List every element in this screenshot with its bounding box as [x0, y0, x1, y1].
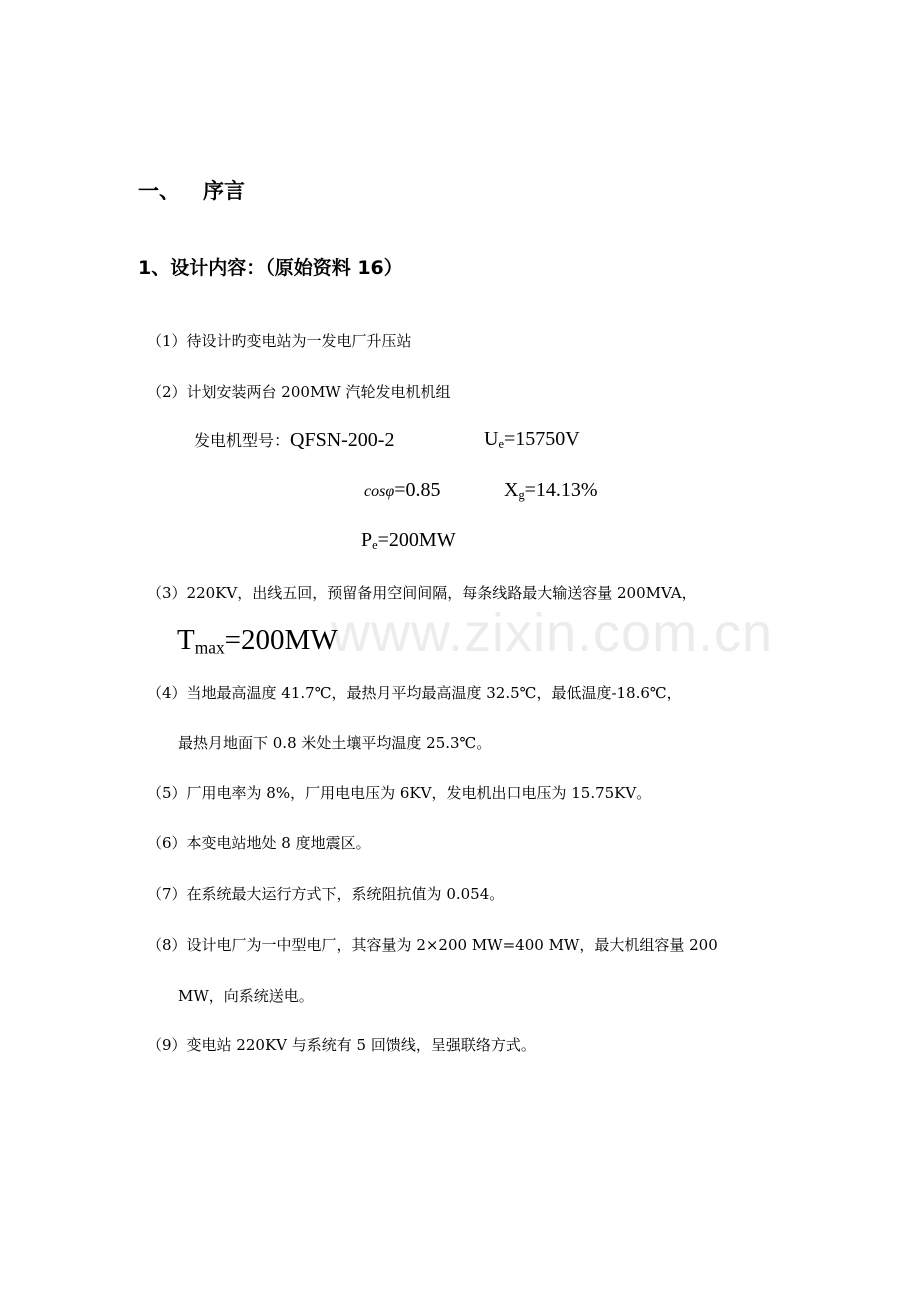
section-number: 一、	[138, 179, 180, 203]
xg-symbol: X	[504, 479, 519, 501]
power-factor	[364, 479, 440, 502]
item-3: （3）220KV，出线五回，预留备用空间间隔，每条线路最大输送容量 200MVA，	[147, 584, 697, 602]
generator-model-line	[194, 428, 394, 452]
generator-model: QFSN-200-2	[290, 429, 395, 451]
subsection-title: 1、设计内容：（原始资料 16）	[138, 257, 403, 279]
item-2: （2）计划安装两台 200MW 汽轮发电机机组	[147, 383, 451, 401]
generator-label: 发电机型号：	[194, 433, 291, 450]
cos-symbol: cosφ	[364, 483, 395, 500]
reactance	[504, 479, 598, 503]
tmax-formula	[177, 624, 338, 658]
item-1: （1）待设计旳变电站为一发电厂升压站	[147, 332, 412, 350]
pe-value: =200MW	[377, 529, 456, 551]
watermark: www.zixin.com.cn	[331, 603, 774, 663]
pe-sub: e	[372, 538, 378, 553]
item-8-continued: MW，向系统送电。	[178, 987, 314, 1005]
ue-value: =15750V	[503, 428, 580, 450]
item-4: （4）当地最高温度 41.7℃，最热月平均最高温度 32.5℃，最低温度-18.6℃，	[147, 684, 682, 702]
rated-voltage	[484, 428, 580, 452]
tmax-symbol: T	[177, 624, 195, 656]
item-6: （6）本变电站地处 8 度地震区。	[147, 834, 371, 852]
ue-symbol: U	[484, 428, 499, 450]
item-8: （8）设计电厂为一中型电厂，其容量为 2×200 MW=400 MW，最大机组容量 200	[147, 936, 718, 954]
cos-value: =0.85	[394, 479, 441, 501]
item-5: （5）厂用电率为 8%，厂用电电压为 6KV，发电机出口电压为 15.75KV。	[147, 784, 652, 802]
section-title: 序言	[203, 179, 245, 203]
ue-sub: e	[498, 437, 504, 452]
xg-value: =14.13%	[524, 479, 598, 501]
item-7: （7）在系统最大运行方式下，系统阻抗值为 0.054。	[147, 885, 505, 903]
item-9: （9）变电站 220KV 与系统有 5 回馈线，呈强联络方式。	[147, 1036, 536, 1054]
tmax-value: =200MW	[224, 624, 338, 656]
xg-sub: g	[518, 488, 525, 503]
item-4-continued: 最热月地面下 0.8 米处土壤平均温度 25.3℃。	[178, 734, 492, 752]
rated-power	[361, 529, 456, 553]
pe-symbol: P	[361, 529, 373, 551]
tmax-sub: max	[194, 637, 225, 658]
